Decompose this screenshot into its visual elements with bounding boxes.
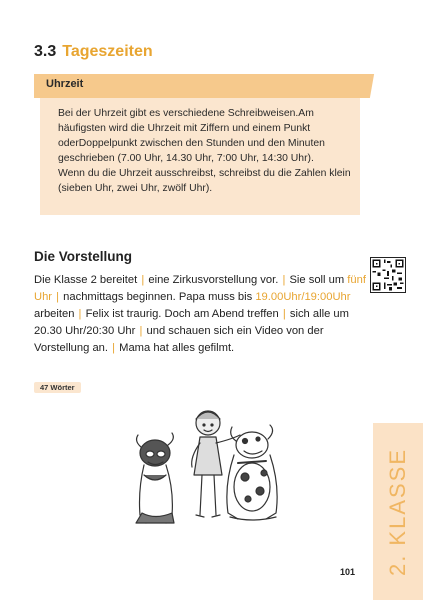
- story-segment: Sie soll um: [289, 274, 345, 286]
- story-segment: Felix ist traurig. Doch am Abend treffen: [85, 308, 279, 320]
- section-number: 3.3: [34, 43, 57, 60]
- story-segment: arbeiten: [34, 308, 75, 320]
- segment-separator: |: [112, 342, 116, 354]
- segment-separator: |: [141, 274, 145, 286]
- story-segment: sich alle um 20.30 Uhr/20:30 Uhr: [34, 308, 349, 337]
- rule-paragraph-2: Wenn du die Uhrzeit ausschreibst, schreibst du die Zahlen klein (sieben Uhr, zwei Uhr, zwölf Uhr).: [58, 168, 351, 194]
- story-segment: Die Klasse 2 bereitet: [34, 274, 138, 286]
- highlighted-time: 19.00Uhr/19:00Uhr: [255, 291, 351, 303]
- segment-separator: |: [139, 325, 143, 337]
- highlighted-time: fünf Uhr: [34, 274, 366, 303]
- illustration: [120, 395, 290, 545]
- story-title: Die Vorstellung: [34, 249, 133, 264]
- story-segment: eine Zirkusvorstellung vor.: [148, 274, 279, 286]
- rule-box-header: [34, 74, 367, 98]
- rule-paragraph-1: Bei der Uhrzeit gibt es verschiedene Schreibweisen.Am häufigsten wird die Uhrzeit mit Ziffern und einem Punkt oderDoppelpunkt zwischen den Stunden und den Minuten geschrieben (7.00 Uhr, 14.30 Uhr, 7:00 Uhr, 14:30 Uhr).: [58, 108, 325, 164]
- page-number: 101: [340, 567, 356, 577]
- story-segment: nachmittags beginnen. Papa muss bis: [63, 291, 253, 303]
- qr-code-icon[interactable]: [370, 257, 406, 293]
- segment-separator: |: [282, 274, 286, 286]
- story-segment: und schauen sich ein Video von der Vorstellung an.: [34, 325, 324, 354]
- chapter-label: 2. KLASSE: [385, 447, 410, 577]
- section-title: Tageszeiten: [62, 43, 153, 60]
- segment-separator: |: [282, 308, 286, 320]
- story-text: [34, 272, 366, 357]
- segment-separator: |: [78, 308, 82, 320]
- story-segment: Mama hat alles gefilmt.: [119, 342, 235, 354]
- rule-box-title: Uhrzeit: [46, 78, 84, 90]
- rule-box: [40, 98, 360, 215]
- segment-separator: |: [56, 291, 60, 303]
- word-count-badge: 47 Wörter: [34, 382, 81, 393]
- section-heading: [34, 42, 153, 62]
